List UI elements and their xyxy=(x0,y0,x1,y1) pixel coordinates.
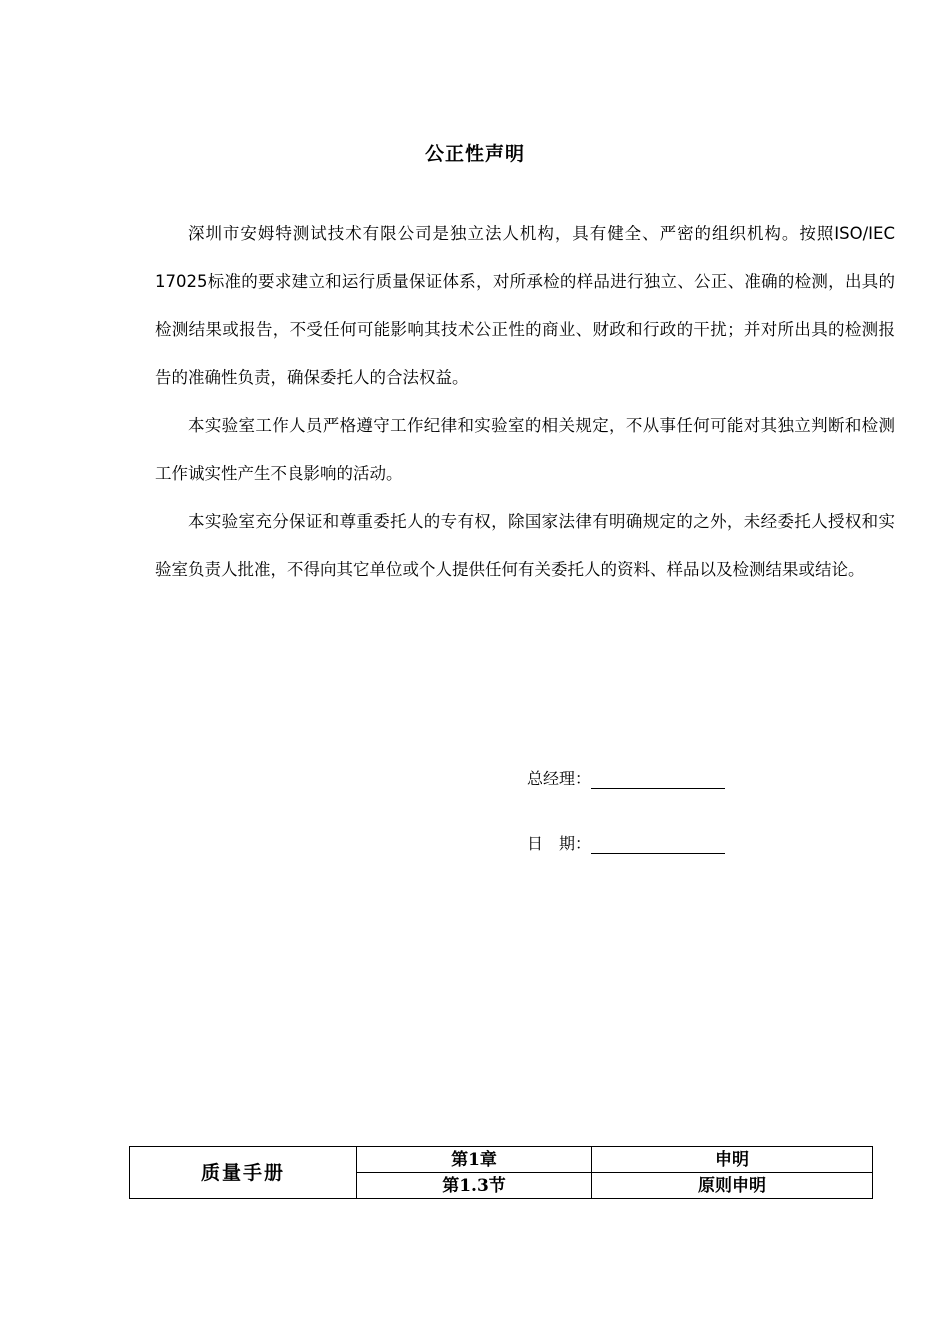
date-blank[interactable] xyxy=(591,835,725,854)
paragraph-staff-conduct: 本实验室工作人员严格遵守工作纪律和实验室的相关规定，不从事任何可能对其独立判断和检测工作诚实性产生不良影响的活动。 xyxy=(155,416,895,483)
document-footer-table xyxy=(129,1146,873,1199)
manager-signature-line xyxy=(527,766,725,789)
footer-manual-title: 质量手册 xyxy=(130,1147,357,1199)
footer-chapter-title: 申明 xyxy=(592,1147,873,1173)
manager-label: 总经理： xyxy=(527,769,592,788)
date-signature-line xyxy=(527,831,725,854)
statement-body xyxy=(155,210,895,594)
paragraph-confidentiality: 本实验室充分保证和尊重委托人的专有权，除国家法律有明确规定的之外，未经委托人授权和实验室负责人批准，不得向其它单位或个人提供任何有关委托人的资料、样品以及检测结果或结论。 xyxy=(155,512,895,579)
footer-section-title: 原则申明 xyxy=(592,1173,873,1199)
footer-chapter: 第1章 xyxy=(357,1147,592,1173)
footer-section: 第1.3节 xyxy=(357,1173,592,1199)
date-label: 日 期： xyxy=(527,834,592,853)
paragraph-independence: 深圳市安姆特测试技术有限公司是独立法人机构，具有健全、严密的组织机构。按照ISO/IEC 17025标准的要求建立和运行质量保证体系，对所承检的样品进行独立、公正、准确的检测，出具的检测结果或报告，不受任何可能影响其技术公正性的商业、财政和行政的干扰；并对所出具的检测报告的准确性负责，确保委托人的合法权益。 xyxy=(155,224,895,387)
page-title: 公正性声明 xyxy=(424,143,525,165)
manager-signature-blank[interactable] xyxy=(591,770,725,789)
